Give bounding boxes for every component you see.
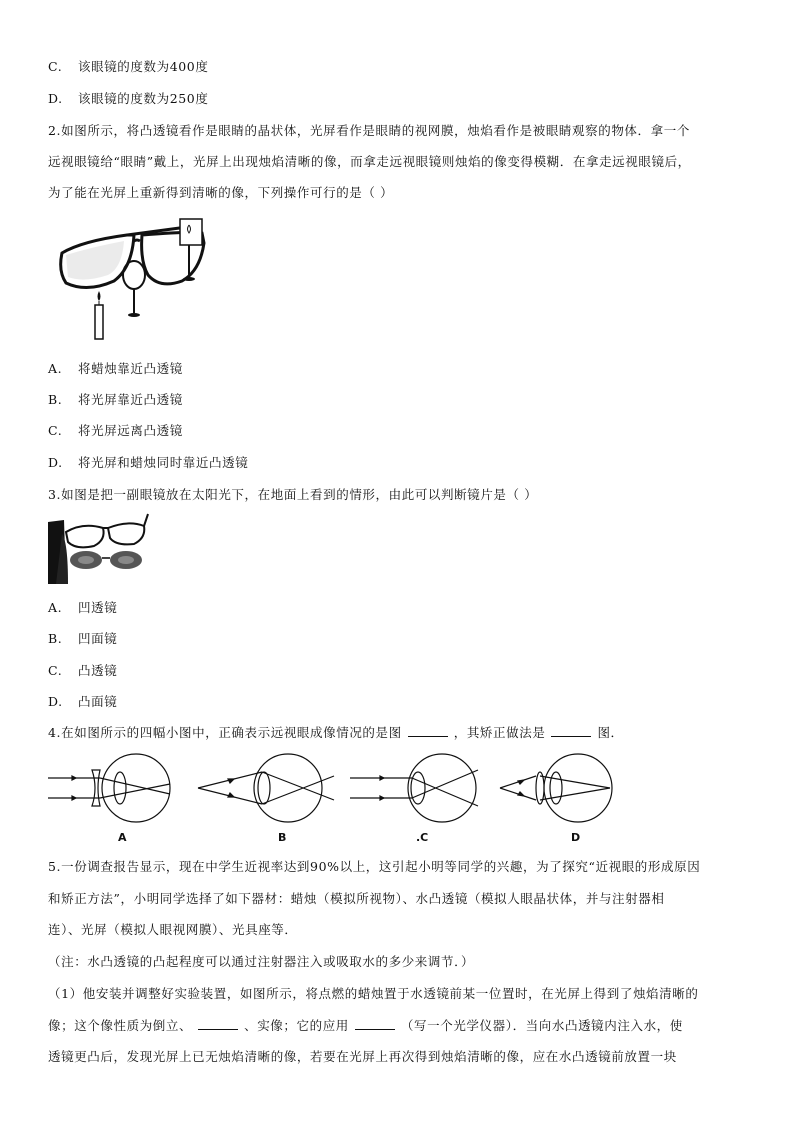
q1-option-c — [48, 57, 208, 75]
q2-option-b — [48, 390, 183, 408]
q2-stem-line-1: 2.如图所示，将凸透镜看作是眼睛的晶状体，光屏看作是眼睛的视网膜，烛焰看作是被眼睛观察的物体．拿一个 — [48, 123, 690, 138]
q5-note: （注：水凸透镜的凸起程度可以通过注射器注入或吸取水的多少来调节．） — [48, 954, 475, 969]
q2-option-d — [48, 453, 248, 471]
option-text: 该眼镜的度数为250度 — [78, 91, 209, 106]
q2-stem-line-3: 为了能在光屏上重新得到清晰的像，下列操作可行的是（ ） — [48, 185, 394, 200]
q3-option-b — [48, 629, 117, 647]
q5-part1-segment-2: 、实像；它的应用 — [244, 1018, 349, 1033]
diagram-label-b: B — [278, 831, 287, 844]
option-letter: C. — [48, 59, 63, 74]
q5-stem-line-1: 5.一份调查报告显示，现在中学生近视率达到90%以上，这引起小明等同学的兴趣，为了探究“近视眼的形成原因 — [48, 859, 701, 874]
option-text: 将光屏远离凸透镜 — [78, 423, 183, 438]
option-text: 凹透镜 — [78, 600, 118, 615]
q2-option-c — [48, 421, 183, 439]
option-letter: A. — [48, 600, 63, 615]
eye-diagrams-figure — [48, 750, 688, 830]
diagram-label-d: D — [571, 831, 581, 844]
q4-stem-part-c: 图． — [597, 725, 624, 740]
q4-stem-part-a: 4.在如图所示的四幅小图中，正确表示远视眼成像情况的是图 — [48, 725, 402, 740]
q3-option-c — [48, 661, 117, 679]
option-letter: C. — [48, 663, 63, 678]
q1-option-d — [48, 89, 208, 107]
option-text: 凸透镜 — [78, 663, 118, 678]
q3-stem: 3.如图是把一副眼镜放在太阳光下，在地面上看到的情形，由此可以判断镜片是（ ） — [48, 487, 538, 502]
option-text: 凸面镜 — [78, 694, 118, 709]
q5-stem-line-2: 和矫正方法”，小明同学选择了如下器材：蜡烛（模拟所视物）、水凸透镜（模拟人眼晶状体，并与注射器相 — [48, 891, 665, 906]
answer-blank[interactable] — [198, 1017, 238, 1030]
diagram-label-a: A — [118, 831, 127, 844]
q5-part1-line-2 — [48, 1016, 683, 1034]
option-text: 将光屏靠近凸透镜 — [78, 392, 183, 407]
option-letter: D. — [48, 91, 63, 106]
option-letter: B. — [48, 392, 63, 407]
q5-part1-line-1: （1）他安装并调整好实验装置，如图所示，将点燃的蜡烛置于水透镜前某一位置时，在光屏上得到了烛焰清晰的 — [48, 986, 699, 1001]
q3-option-d — [48, 692, 117, 710]
option-text: 该眼镜的度数为400度 — [78, 59, 209, 74]
q5-part1-segment-3: （写一个光学仪器）．当向水凸透镜内注入水，使 — [400, 1018, 683, 1033]
q5-part1-line-3: 透镜更凸后，发现光屏上已无烛焰清晰的像，若要在光屏上再次得到烛焰清晰的像，应在水凸透镜前放置一块 — [48, 1049, 677, 1064]
option-letter: C. — [48, 423, 63, 438]
option-letter: D. — [48, 694, 63, 709]
option-text: 将光屏和蜡烛同时靠近凸透镜 — [78, 455, 249, 470]
q2-stem-line-2: 远视眼镜给“眼睛”戴上，光屏上出现烛焰清晰的像，而拿走远视眼镜则烛焰的像变得模糊．在拿走远视眼镜后， — [48, 154, 691, 169]
answer-blank[interactable] — [408, 724, 448, 737]
answer-blank[interactable] — [551, 724, 591, 737]
q5-part1-segment-1: 像；这个像性质为倒立、 — [48, 1018, 193, 1033]
q4-stem-part-b: ，其矫正做法是 — [453, 725, 546, 740]
option-letter: B. — [48, 631, 63, 646]
option-letter: A. — [48, 361, 63, 376]
diagram-label-c: .C — [416, 831, 429, 844]
glasses-shadow-photo — [48, 512, 158, 584]
answer-blank[interactable] — [355, 1017, 395, 1030]
option-text: 将蜡烛靠近凸透镜 — [78, 361, 183, 376]
option-letter: D. — [48, 455, 63, 470]
q3-option-a — [48, 598, 117, 616]
q2-option-a — [48, 359, 183, 377]
q5-stem-line-3: 连）、光屏（模拟人眼视网膜）、光具座等． — [48, 922, 298, 937]
option-text: 凹面镜 — [78, 631, 118, 646]
glasses-candle-screen-figure — [52, 213, 212, 343]
q4-stem — [48, 723, 624, 741]
